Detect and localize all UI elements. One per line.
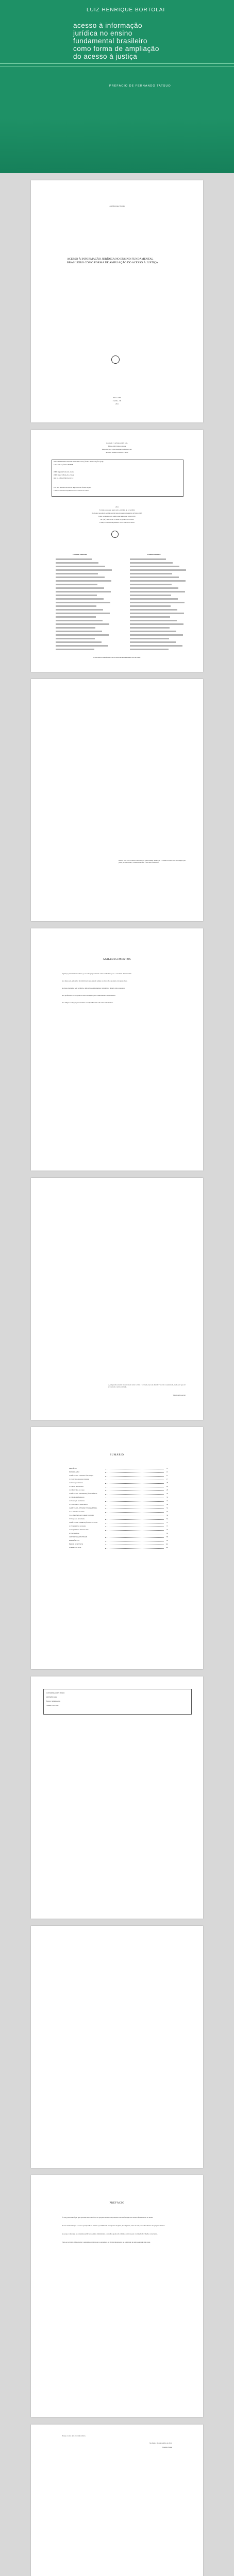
blank-page bbox=[31, 1926, 203, 2168]
isbn-digital: ISBN Digital 978-65-251-1516-6 bbox=[54, 471, 75, 473]
diagram-line: Diagramação e Capa: Designers da Editora CRV bbox=[102, 448, 132, 450]
toc-row-title: 2.3 Cidadania e conhecimento bbox=[69, 1503, 88, 1505]
front-cover bbox=[0, 0, 234, 173]
preface-paragraph: Ao propor a inserção de conteúdos jurídicos no ensino fundamental, o trabalho aponta um caminho concreto para a formação de cidadãos conscientes. bbox=[62, 2233, 158, 2235]
toc-row-title: 3.2 A Base Nacional Comum Curricular bbox=[69, 1514, 94, 1516]
board-member-line bbox=[56, 616, 96, 618]
toc-leader bbox=[105, 1519, 164, 1520]
toc-row-page: 46 bbox=[166, 1503, 168, 1505]
editor-line: Editor-chefe: Railson Moura bbox=[108, 445, 126, 447]
toc-continued-page bbox=[31, 1676, 203, 1919]
toc-row-page: 93 bbox=[166, 1539, 168, 1541]
toc-row-title: 3.3 Propostas de inclusão bbox=[69, 1518, 85, 1520]
board-member-line bbox=[130, 645, 182, 647]
toc-row-page: 20 bbox=[166, 1482, 168, 1484]
board-member-line bbox=[56, 638, 95, 639]
preface-heading: PREFÁCIO bbox=[109, 2202, 125, 2205]
toc-leader bbox=[105, 1483, 164, 1484]
toc-leader bbox=[105, 1537, 164, 1538]
board-member-line bbox=[130, 631, 176, 632]
catalog-year: 2021 bbox=[115, 506, 119, 508]
toc-continued-line: CONSIDERAÇÕES FINAIS bbox=[46, 1692, 65, 1694]
ack-paragraph: Aos meus pais, pelo amor incondicional e por estarem sempre ao meu lado, apoiando cada passo dado. bbox=[62, 980, 128, 982]
toc-row-title: CAPÍTULO 4 – AMPLIAÇÃO DO ACESSO bbox=[69, 1521, 97, 1523]
toc-row[interactable] bbox=[69, 1543, 168, 1545]
board-member-line bbox=[130, 598, 178, 600]
board-member-line bbox=[56, 584, 97, 585]
rights-reserved: Todos os direitos desta edição reservados pela: Editora CRV bbox=[98, 515, 136, 517]
acknowledgements-heading: AGRADECIMENTOS bbox=[103, 958, 131, 961]
toc-heading: SUMÁRIO bbox=[110, 1454, 124, 1456]
board-member-line bbox=[130, 623, 183, 625]
epigraph-page bbox=[31, 1178, 203, 1420]
half-title-year: 2021 bbox=[115, 403, 119, 405]
board-member-line bbox=[130, 641, 176, 643]
revision-line: Revisão: Analista de Escrita e Artes bbox=[106, 451, 128, 453]
toc-row-title: 1.1 Conceito de acesso à justiça bbox=[69, 1478, 89, 1480]
toc-row-title: CAPÍTULO 2 – INFORMAÇÃO JURÍDICA bbox=[69, 1493, 97, 1495]
toc-row[interactable] bbox=[69, 1471, 168, 1473]
epigraph-text: A justiça não consiste em ser neutro entre o certo e o errado, mas em descobrir o certo e sustentá-lo, onde quer que ele se encontre, contra o errado. bbox=[108, 1384, 186, 1388]
board-note: ESTA OBRA TAMBÉM FOI AVALIADA POR PARECERISTAS AD HOC bbox=[93, 656, 141, 658]
toc-row-page: 41 bbox=[166, 1500, 168, 1502]
board-member-line bbox=[56, 631, 102, 632]
board-member-line bbox=[56, 609, 103, 611]
toc-row-page: 77 bbox=[166, 1529, 168, 1531]
board-member-line bbox=[130, 649, 169, 650]
toc-leader bbox=[105, 1476, 164, 1477]
toc-page bbox=[31, 1427, 203, 1669]
cover-author: LUIZ HENRIQUE BORTOLAI bbox=[87, 7, 165, 13]
toc-leader bbox=[105, 1512, 164, 1513]
toc-row-page: 53 bbox=[166, 1507, 168, 1509]
board-member-line bbox=[130, 591, 185, 592]
toc-row-title: 2.2 Educação em direitos bbox=[69, 1500, 85, 1502]
doi-line: DOI 10.24824/978652511515.9 bbox=[54, 477, 74, 479]
cover-decoration bbox=[0, 118, 234, 173]
reproduction-notice: Proibida a reprodução parcial ou total desta obra sem autorização da Editora CRV bbox=[91, 512, 143, 514]
toc-row[interactable] bbox=[69, 1467, 168, 1469]
board-member-line bbox=[56, 613, 110, 614]
preface-paragraph: O autor demonstra que o acesso à justiça não se resume à possibilidade de ingressar em juízo, mas depende, antes de tudo, do conhecimento dos próprios direitos. bbox=[62, 2225, 165, 2227]
toc-row-title: 4.2 Experiências internacionais bbox=[69, 1529, 89, 1531]
acknowledgements-page bbox=[31, 928, 203, 1171]
half-title-page bbox=[31, 180, 203, 422]
board-member-line bbox=[130, 634, 183, 636]
toc-row-page: 101 bbox=[165, 1543, 168, 1545]
toc-row-title: ÍNDICE REMISSIVO bbox=[69, 1543, 83, 1545]
catalog-card-title: DADOS INTERNACIONAIS DE CATALOGAÇÃO NA PUBLICAÇÃO (CIP) bbox=[54, 461, 104, 463]
board-member-line bbox=[56, 602, 110, 603]
board-member-line bbox=[56, 558, 92, 560]
board-member-line bbox=[130, 609, 177, 611]
copyright-line: Copyright © da Editora CRV Ltda. bbox=[106, 442, 128, 444]
toc-row[interactable] bbox=[69, 1518, 168, 1520]
toc-row-page: 71 bbox=[166, 1525, 168, 1527]
board-member-line bbox=[56, 595, 97, 596]
board-member-line bbox=[130, 562, 173, 564]
contact-site: Conheça os nossos lançamentos: www.editoracrv.com.br bbox=[99, 521, 135, 523]
board-member-line bbox=[56, 623, 109, 625]
toc-row[interactable] bbox=[69, 1485, 168, 1487]
toc-leader bbox=[105, 1494, 164, 1495]
board-member-line bbox=[130, 605, 171, 607]
toc-row-title: 4.3 Perspectivas bbox=[69, 1532, 79, 1534]
board-left-title: Conselho Editorial: bbox=[72, 553, 88, 555]
publisher-logo-icon bbox=[111, 531, 119, 538]
toc-row-page: 64 bbox=[166, 1518, 168, 1520]
half-title-title: ACESSO À INFORMAÇÃO JURÍDICA NO ENSINO FUNDAMENTAL BRASILEIRO COMO FORMA DE AMPLIAÇÃO DO ACESSO À JUSTIÇA bbox=[67, 258, 158, 264]
preface-page bbox=[31, 2175, 203, 2417]
board-member-line bbox=[56, 620, 103, 621]
toc-row-page: 29 bbox=[166, 1489, 168, 1491]
toc-row-title: 3.1 A estrutura do ensino bbox=[69, 1511, 85, 1513]
preface-paragraph: É com grande satisfação que apresento esta obra, fruto de pesquisa séria e comprometida com a efetivação dos direitos fundamentais no Brasil. bbox=[62, 2216, 154, 2218]
preface-end-page bbox=[31, 2425, 203, 2576]
board-member-line bbox=[130, 620, 177, 621]
publisher-logo-icon bbox=[111, 355, 120, 364]
toc-row-page: 105 bbox=[165, 1547, 168, 1549]
catalog-footer-2: Conheça os nossos lançamentos: www.editoracrv.com.br bbox=[54, 489, 89, 492]
toc-row[interactable] bbox=[69, 1547, 168, 1549]
ack-paragraph: Agradeço primeiramente a Deus, por ter me proporcionado saúde e sabedoria para a conclusão deste trabalho. bbox=[62, 973, 132, 975]
dedication-page bbox=[31, 679, 203, 921]
toc-continued-line: REFERÊNCIAS bbox=[46, 1696, 57, 1698]
toc-row-title: 1.4 Obstáculos ao acesso bbox=[69, 1489, 85, 1491]
toc-row-title: CAPÍTULO 3 – ENSINO FUNDAMENTAL bbox=[69, 1507, 97, 1509]
half-title-publisher: Editora CRV bbox=[113, 397, 121, 399]
board-member-line bbox=[130, 566, 179, 567]
legal-deposit: Foi feito o depósito legal conf. Lei 10.994 de 14/12/2004 bbox=[99, 509, 135, 511]
cover-title-line: acesso à informação bbox=[73, 22, 143, 29]
catalog-page bbox=[31, 430, 203, 672]
toc-leader bbox=[105, 1548, 164, 1549]
toc-row[interactable] bbox=[69, 1511, 168, 1513]
board-member-line bbox=[56, 645, 108, 647]
board-member-line bbox=[130, 558, 166, 560]
board-member-line bbox=[56, 634, 109, 636]
toc-continued-line: ÍNDICE REMISSIVO bbox=[46, 1700, 61, 1702]
toc-row-title: CONSIDERAÇÕES FINAIS bbox=[69, 1536, 88, 1538]
toc-row-page: 35 bbox=[166, 1493, 168, 1495]
toc-row[interactable] bbox=[69, 1532, 168, 1534]
board-member-line bbox=[56, 580, 111, 582]
toc-row-title: REFERÊNCIAS bbox=[69, 1539, 80, 1541]
epigraph-author: Theodore Roosevelt bbox=[173, 1394, 186, 1396]
toc-row[interactable] bbox=[69, 1514, 168, 1516]
toc-row[interactable] bbox=[69, 1489, 168, 1491]
toc-leader bbox=[105, 1490, 164, 1491]
toc-row-title: 1.2 Evolução histórica bbox=[69, 1482, 83, 1484]
toc-row-page: 89 bbox=[166, 1536, 168, 1538]
board-member-line bbox=[56, 566, 105, 567]
board-member-line bbox=[130, 595, 171, 596]
board-member-line bbox=[56, 562, 98, 564]
board-member-line bbox=[56, 605, 96, 607]
ack-paragraph: Aos amigos e colegas, pelo incentivo e companheirismo em todos os momentos. bbox=[62, 1002, 113, 1004]
board-right-title: Comitê Científico: bbox=[147, 553, 161, 555]
toc-row[interactable] bbox=[69, 1478, 168, 1480]
toc-row-page: 24 bbox=[166, 1485, 168, 1487]
toc-row-page: 17 bbox=[166, 1475, 168, 1477]
toc-row[interactable] bbox=[69, 1507, 168, 1509]
toc-row[interactable] bbox=[69, 1525, 168, 1527]
half-title-author: Luiz Henrique Bortolai bbox=[109, 205, 125, 207]
toc-row[interactable] bbox=[69, 1536, 168, 1538]
toc-row[interactable] bbox=[69, 1503, 168, 1505]
cover-title-line: jurídica no ensino bbox=[73, 29, 132, 37]
toc-row-title: 2.1 Direito à informação bbox=[69, 1496, 85, 1498]
toc-row[interactable] bbox=[69, 1475, 168, 1477]
board-member-line bbox=[130, 577, 179, 578]
dedication-text: Dedico este livro a Marcia Bortolai, por quem minha admiração e carinho de mãe crescem sempre que penso, ao meu irmão, à minha namorada e aos meus familiares. bbox=[119, 859, 186, 864]
contact-phone: Tel.: (41) 3039-6418 – E-mail: sac@editoracrv.com.br bbox=[100, 518, 134, 520]
toc-row-page: 17 bbox=[166, 1478, 168, 1480]
toc-row-page: 83 bbox=[166, 1532, 168, 1534]
ack-paragraph: Aos professores do Programa de Pós-Graduação, pelo conhecimento compartilhado. bbox=[62, 994, 116, 996]
cover-title-line: fundamental brasileiro bbox=[73, 37, 147, 45]
board-member-line bbox=[56, 598, 104, 600]
preface-signature: Fernando Tatsuo bbox=[162, 2446, 172, 2448]
toc-row-title: SOBRE O AUTOR bbox=[69, 1547, 81, 1549]
toc-row-page: 53 bbox=[166, 1511, 168, 1513]
catalog-card-subtitle: CATALOGAÇÃO NA FONTE bbox=[54, 464, 73, 466]
toc-row[interactable] bbox=[69, 1496, 168, 1498]
preface-paragraph: Trata-se de leitura indispensável a estudantes, professores e operadores do Direito interessados na construção de uma sociedade mais justa. bbox=[62, 2241, 151, 2243]
board-member-line bbox=[130, 627, 170, 629]
cover-title-line: do acesso à justiça bbox=[73, 53, 138, 60]
cover-preface-note: PREFÁCIO DE FERNANDO TATSUO bbox=[109, 84, 171, 88]
toc-row-title: CAPÍTULO 1 – ACESSO À JUSTIÇA bbox=[69, 1475, 94, 1477]
board-member-line bbox=[130, 613, 184, 614]
board-member-line bbox=[130, 587, 178, 589]
toc-row[interactable] bbox=[69, 1529, 168, 1531]
board-member-line bbox=[130, 602, 185, 603]
toc-row[interactable] bbox=[69, 1482, 168, 1484]
toc-leader bbox=[105, 1472, 164, 1473]
toc-row[interactable] bbox=[69, 1493, 168, 1495]
toc-row-title: INTRODUÇÃO bbox=[69, 1471, 79, 1473]
cover-title-line: como forma de ampliação bbox=[73, 45, 159, 53]
board-member-line bbox=[130, 569, 186, 571]
board-member-line bbox=[56, 641, 102, 643]
toc-row-page: 13 bbox=[166, 1471, 168, 1473]
board-member-line bbox=[56, 649, 94, 650]
board-member-line bbox=[56, 569, 112, 571]
toc-row-title: PREFÁCIO bbox=[69, 1467, 77, 1469]
toc-row-page: 58 bbox=[166, 1514, 168, 1516]
toc-leader bbox=[105, 1501, 164, 1502]
half-title-city: Curitiba – PR bbox=[112, 400, 122, 402]
preface-closing: Desejo a todos uma excelente leitura. bbox=[62, 2435, 86, 2437]
ack-paragraph: Ao meu orientador, pela paciência, dedicação e ensinamentos transmitidos durante toda a pesquisa. bbox=[62, 987, 125, 989]
catalog-footer-1: Esta obra também encontra-se disponível em formato digital. bbox=[54, 486, 92, 488]
toc-row-title: 1.3 Ondas renovatórias bbox=[69, 1485, 83, 1487]
toc-continued-line: SOBRE O AUTOR bbox=[46, 1704, 59, 1706]
toc-row[interactable] bbox=[69, 1521, 168, 1523]
board-member-line bbox=[56, 587, 104, 589]
board-member-line bbox=[56, 573, 98, 574]
board-member-line bbox=[56, 577, 105, 578]
board-member-line bbox=[130, 573, 172, 574]
board-member-line bbox=[56, 627, 95, 629]
cover-stripe bbox=[0, 66, 234, 67]
board-member-line bbox=[130, 616, 170, 618]
board-member-line bbox=[130, 584, 172, 585]
toc-row[interactable] bbox=[69, 1539, 168, 1541]
cover-title bbox=[73, 22, 197, 60]
isbn-physical: ISBN Físico 978-65-251-1515-9 bbox=[54, 474, 74, 476]
toc-row-page: 35 bbox=[166, 1496, 168, 1498]
preface-date: São Paulo, 10 de novembro de 2021. bbox=[149, 2442, 172, 2444]
board-member-line bbox=[130, 638, 169, 639]
cover-stripe bbox=[0, 63, 234, 64]
toc-row-title: 4.1 Experiências nacionais bbox=[69, 1525, 86, 1527]
toc-row-page: 11 bbox=[166, 1467, 168, 1469]
board-member-line bbox=[56, 591, 111, 592]
toc-row[interactable] bbox=[69, 1500, 168, 1502]
toc-row-page: 71 bbox=[166, 1521, 168, 1523]
toc-leader bbox=[105, 1530, 164, 1531]
board-member-line bbox=[130, 580, 186, 582]
